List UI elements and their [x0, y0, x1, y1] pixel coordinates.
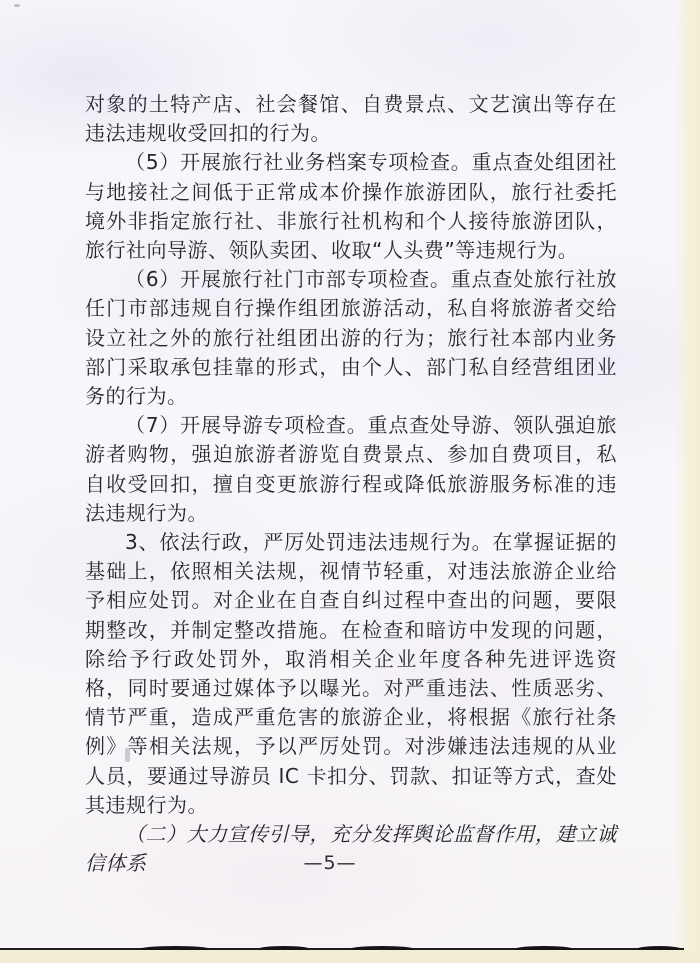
scanner-bed-right-strip: [674, 0, 700, 951]
page-number: —5—: [303, 852, 357, 874]
document-body: [85, 90, 617, 878]
section-heading-2: （二）大力宣传引导，充分发挥舆论监督作用，建立诚信体系: [85, 822, 617, 876]
paragraph-item-6: （6）开展旅行社门市部专项检查。重点查处旅行社放任门市部违规自行操作组团旅游活动，私自将旅游者交给设立社之外的旅行社组团出游的行为；旅行社本部内业务部门采取承包挂靠的形式，由个人、部门私自经营组团业务的行为。: [85, 267, 617, 409]
paragraph-continuation: 对象的土特产店、社会餐馆、自费景点、文艺演出等存在违法违规收受回扣的行为。: [85, 92, 617, 146]
scan-smudge: [125, 748, 130, 762]
scan-speck: [14, 4, 20, 7]
paragraph-section-3: 3、依法行政，严厉处罚违法违规行为。在掌握证据的基础上，依照相关法规，视情节轻重，对违法旅游企业给予相应处罚。对企业在自查自纠过程中查出的问题，要限期整改，并制定整改措施。在检查和暗访中发现的问题，除给予行政处罚外，取消相关企业年度各种先进评选资格，同时要通过媒体予以曝光。对严重违法、性质恶劣、情节严重，造成严重危害的旅游企业，将根据《旅行社条例》等相关法规，予以严厉处罚。对涉嫌违法违规的从业人员，要通过导游员 IC 卡扣分、罚款、扣证等方式，查处其违规行为。: [85, 530, 617, 817]
paragraph-item-7: （7）开展导游专项检查。重点查处导游、领队强迫旅游者购物，强迫旅游者游览自费景点、参加自费项目，私自收受回扣，擅自变更旅游行程或降低旅游服务标准的违法违规行为。: [85, 413, 617, 525]
scanner-bed-bottom-strip: [0, 950, 700, 963]
paragraph-item-5: （5）开展旅行社业务档案专项检查。重点查处组团社与地接社之间低于正常成本价操作旅游团队，旅行社委托境外非指定旅行社、非旅行社机构和个人接待旅游团队，旅行社向导游、领队卖团、收取“人头费”等违规行为。: [85, 150, 617, 263]
